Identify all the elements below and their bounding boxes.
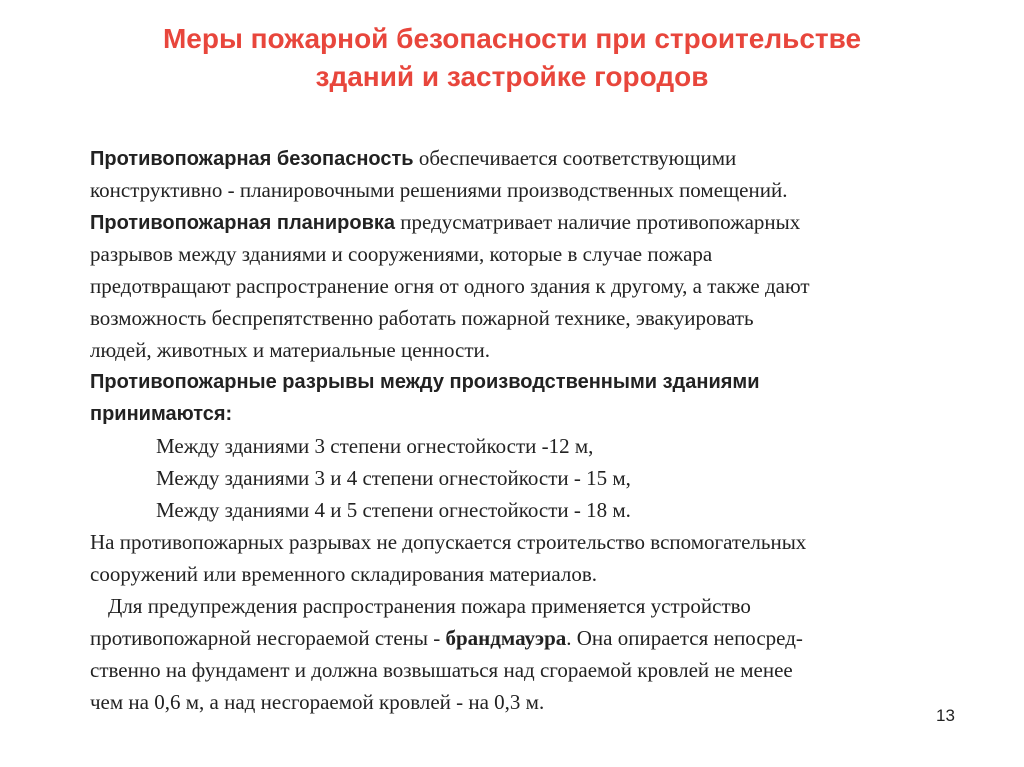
paragraph-5-text-2b: . Она опирается непосред-: [566, 626, 803, 650]
paragraph-2-line-5: людей, животных и материальные ценности.: [90, 338, 491, 362]
paragraph-2-line-2: разрывов между зданиями и сооружениями, которые в случае пожара: [90, 242, 713, 266]
fire-break-item: Между зданиями 3 и 4 степени огнестойкости - 15 м,: [156, 466, 631, 490]
slide-title-line-2: зданий и застройке городов: [315, 61, 709, 92]
paragraph-5-line-1: Для предупреждения распространения пожара применяется устройство: [108, 594, 751, 618]
slide-title-line-1: Меры пожарной безопасности при строительстве: [162, 23, 862, 54]
paragraph-5-line-4: чем на 0,6 м, а над несгораемой кровлей - на 0,3 м.: [90, 690, 545, 714]
paragraph-1-line-1: [90, 142, 990, 174]
fire-breaks-heading-line-1: Противопожарные разрывы между производственными зданиями: [90, 371, 760, 393]
term-fire-safety: Противопожарная безопасность: [90, 148, 414, 170]
slide-body: [90, 142, 990, 718]
paragraph-2-line-4: возможность беспрепятственно работать пожарной технике, эвакуировать: [90, 306, 754, 330]
paragraph-1-text-1: обеспечивается соответствующими: [413, 146, 737, 170]
fire-breaks-heading-line-2: принимаются:: [90, 403, 233, 425]
paragraph-2-line-3: предотвращают распространение огня от одного здания к другому, а также дают: [90, 274, 810, 298]
fire-break-item: Между зданиями 3 степени огнестойкости -12 м,: [156, 434, 594, 458]
paragraph-1-line-2: конструктивно - планировочными решениями производственных помещений.: [90, 178, 788, 202]
term-firewall: брандмауэра: [445, 626, 567, 650]
paragraph-5-line-2: [90, 622, 990, 654]
paragraph-4-line-2: сооружений или временного складирования материалов.: [90, 562, 598, 586]
paragraph-2-line-1: [90, 206, 990, 238]
paragraph-4-line-1: На противопожарных разрывах не допускается строительство вспомогательных: [90, 530, 807, 554]
slide-title: [40, 20, 984, 96]
paragraph-2-text-1: предусматривает наличие противопожарных: [395, 210, 801, 234]
term-fire-planning: Противопожарная планировка: [90, 212, 396, 234]
paragraph-5-text-2a: противопожарной несгораемой стены -: [90, 626, 446, 650]
paragraph-5-line-3: ственно на фундамент и должна возвышаться над сгораемой кровлей не менее: [90, 658, 793, 682]
fire-break-item: Между зданиями 4 и 5 степени огнестойкости - 18 м.: [156, 498, 631, 522]
page-number: 13: [936, 706, 955, 725]
